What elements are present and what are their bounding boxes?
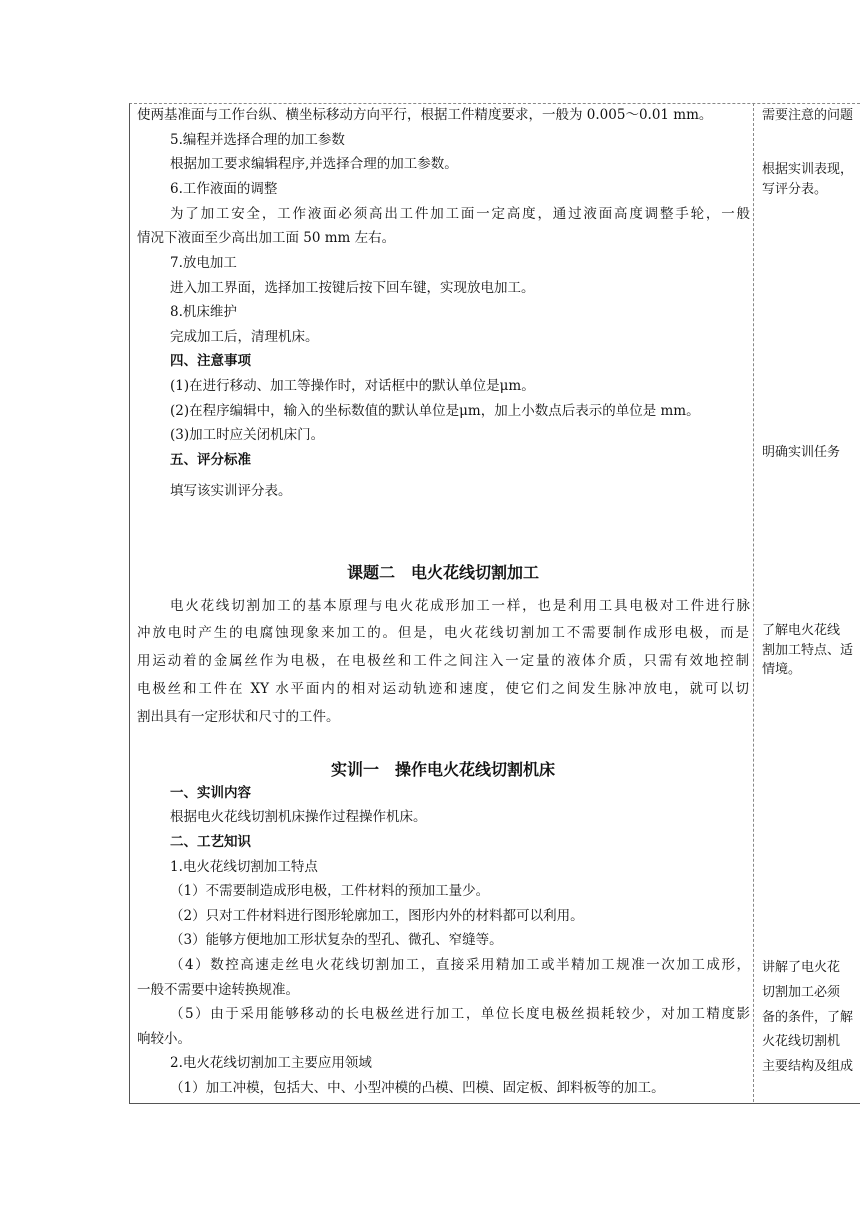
text-line: 根据加工要求编辑程序,并选择合理的加工参数。 [170,156,458,172]
list-item: （1）不需要制造成形电极，工件材料的预加工量少。 [170,883,490,899]
text-line: 冲放电时产生的电腐蚀现象来加工的。但是，电火花线切割加工不需要制作成形电极，而是 [137,625,749,641]
step-heading: 1.电火花线切割加工特点 [170,859,318,875]
side-note: 了解电火花线 [762,623,841,638]
text-line: 一般不需要中途转换规准。 [137,982,299,998]
side-note: 根据实训表现， [762,162,854,177]
list-item: （5）由于采用能够移动的长电极丝进行加工，单位长度电极丝损耗较少，对加工精度影 [170,1006,750,1022]
side-note: 割加工特点、适 [762,643,854,658]
text-line: 填写该实训评分表。 [170,483,292,499]
list-item: （1）加工冲模，包括大、中、小型冲模的凸模、凹模、固定板、卸料板等的加工。 [170,1080,665,1096]
text-line: 用运动着的金属丝作为电极，在电极丝和工件之间注入一定量的液体介质，只需有效地控制 [137,653,749,669]
step-heading: 8.机床维护 [170,304,237,320]
side-note: 火花线切割机 [762,1034,841,1049]
text-line: 响较小。 [137,1031,191,1047]
text-line: 情况下液面至少高出加工面 50 mm 左右。 [137,230,396,246]
text-line: 电极丝和工件在 XY 水平面内的相对运动轨迹和速度，使它们之间发生脉冲放电，就可以切 [137,681,749,697]
text-line: 割出具有一定形状和尺寸的工件。 [137,709,340,725]
note-item: (1)在进行移动、加工等操作时，对话框中的默认单位是μm。 [170,378,535,394]
text-line: 使两基准面与工作台纵、横坐标移动方向平行，根据工件精度要求，一般为 0.005～0.01 mm。 [137,107,713,123]
step-heading: 6.工作液面的调整 [170,181,278,197]
training-title: 实训一 操作电火花线切割机床 [330,760,555,779]
topic-title: 课题二 电火花线切割加工 [346,563,539,582]
list-item: （3）能够方便地加工形状复杂的型孔、微孔、窄缝等。 [170,932,503,948]
column-divider [753,103,754,1102]
side-note: 明确实训任务 [762,445,841,460]
step-heading: 2.电火花线切割加工主要应用领域 [170,1055,372,1071]
side-note: 主要结构及组成 [762,1059,854,1074]
text-line: 电火花线切割加工的基本原理与电火花成形加工一样，也是利用工具电极对工件进行脉 [170,598,750,614]
side-note: 情境。 [762,662,802,677]
step-heading: 5.编程并选择合理的加工参数 [170,132,345,148]
section-heading: 五、评分标准 [170,452,251,468]
side-note: 切割加工必须 [762,985,841,1000]
text-line: 为了加工安全，工作液面必须高出工件加工面一定高度，通过液面高度调整手轮，一般 [170,206,750,222]
side-note: 写评分表。 [762,182,828,197]
side-note: 讲解了电火花 [762,960,841,975]
text-line: 根据电火花线切割机床操作过程操作机床。 [170,809,427,825]
list-item: （2）只对工件材料进行图形轮廓加工，图形内外的材料都可以利用。 [170,908,584,924]
step-heading: 7.放电加工 [170,255,237,271]
side-note: 备的条件，了解 [762,1010,854,1025]
text-line: 完成加工后，清理机床。 [170,329,319,345]
section-heading: 一、实训内容 [170,785,251,801]
text-line: 进入加工界面，选择加工按键后按下回车键，实现放电加工。 [170,280,535,296]
list-item: （4）数控高速走丝电火花线切割加工，直接采用精加工或半精加工规准一次加工成形， [170,957,750,973]
note-item: (2)在程序编辑中，输入的坐标数值的默认单位是μm，加上小数点后表示的单位是 mm。 [170,403,700,419]
section-heading: 四、注意事项 [170,353,251,369]
side-note: 需要注意的问题 [762,108,854,123]
note-item: (3)加工时应关闭机床门。 [170,427,325,443]
section-heading: 二、工艺知识 [170,834,251,850]
